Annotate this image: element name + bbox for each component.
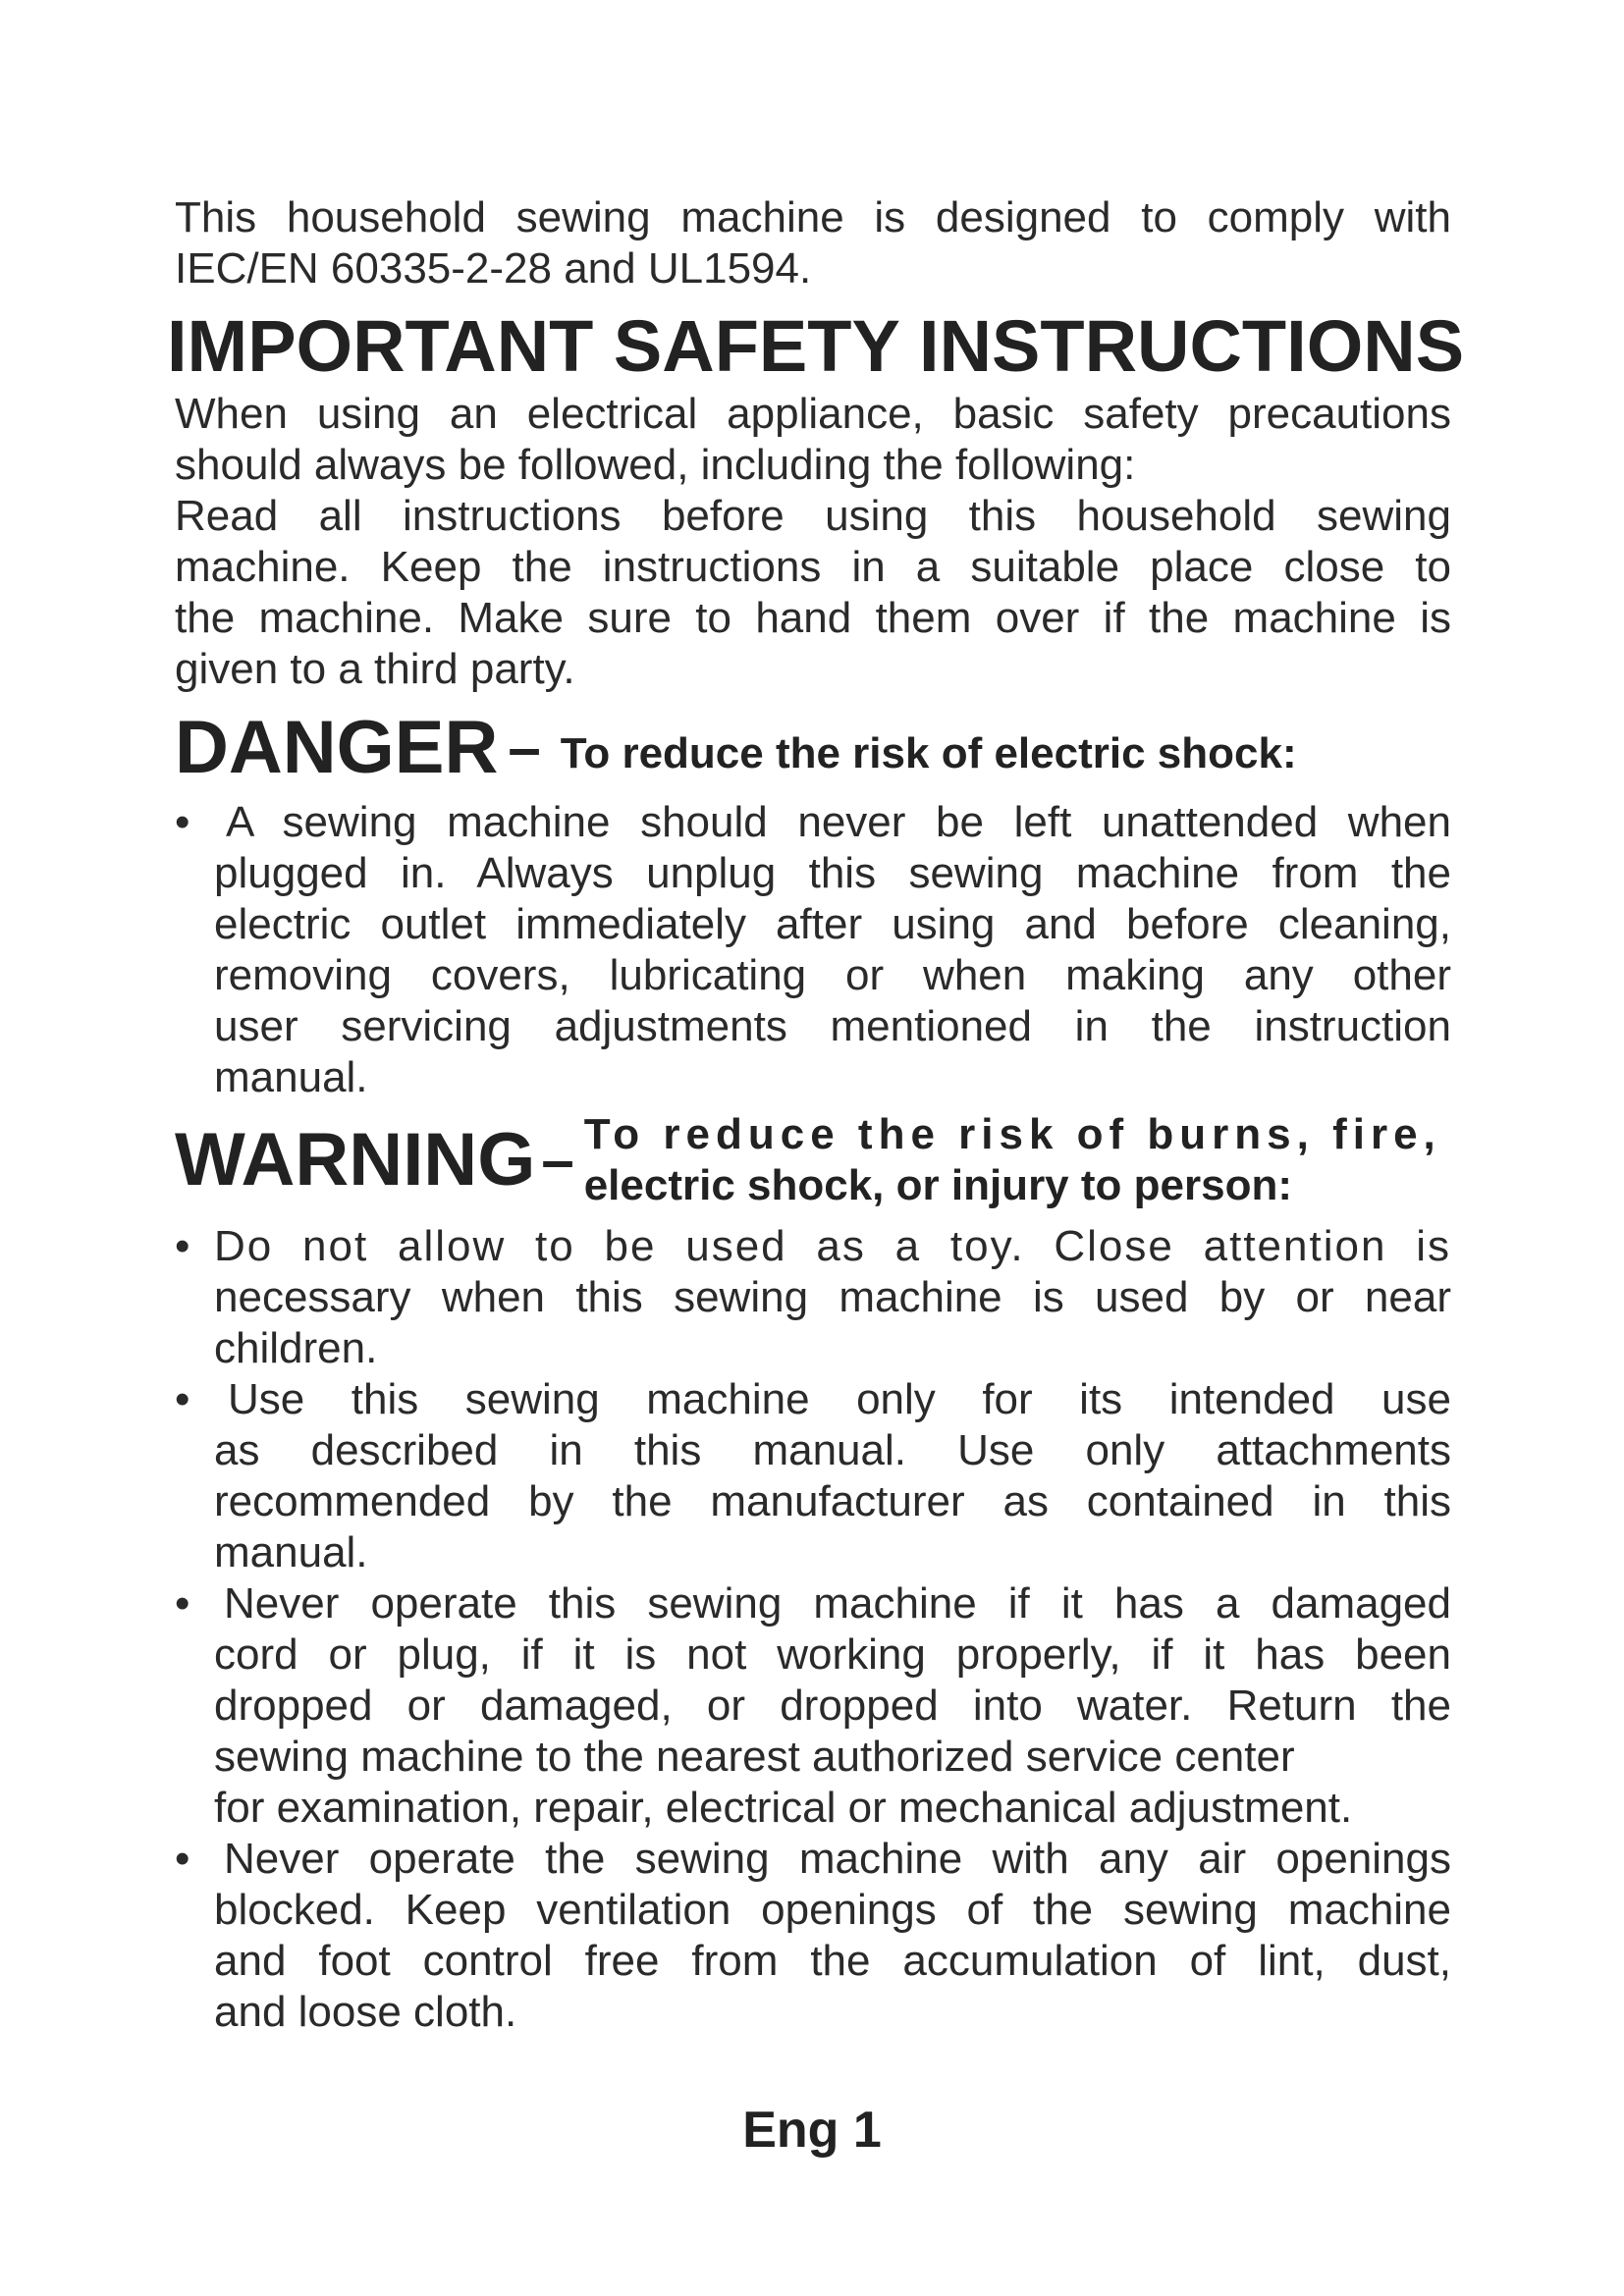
text-line: cord or plug, if it is not working properly, if it has been xyxy=(214,1630,1451,1679)
text-line: machine. Keep the instructions in a suitable place close to xyxy=(175,543,1451,591)
warning-subtitle-line: To reduce the risk of burns, fire, xyxy=(583,1110,1441,1158)
text-line: necessary when this sewing machine is used by or near xyxy=(214,1273,1451,1321)
text-line: IEC/EN 60335-2-28 and UL1594. xyxy=(175,244,812,293)
manual-page xyxy=(167,192,1465,2038)
text-line: This household sewing machine is designed to comply with xyxy=(175,193,1451,241)
text-line: removing covers, lubricating or when making any other xyxy=(214,951,1451,999)
page-number: Eng 1 xyxy=(742,2102,882,2159)
text-line: user servicing adjustments mentioned in the instruction xyxy=(214,1002,1451,1050)
text-line: sewing machine to the nearest authorized service center xyxy=(214,1733,1295,1781)
text-line: as described in this manual. Use only attachments xyxy=(214,1426,1451,1474)
text-line: the machine. Make sure to hand them over if the machine is xyxy=(175,594,1451,642)
list-item xyxy=(175,1374,1451,1578)
text-line: blocked. Keep ventilation openings of the sewing machine xyxy=(214,1886,1451,1934)
danger-word: DANGER xyxy=(175,706,499,789)
text-line: dropped or damaged, or dropped into water. Return the xyxy=(214,1682,1451,1730)
text-line: Read all instructions before using this household sewing xyxy=(175,492,1451,540)
bullet-icon: • xyxy=(175,1579,190,1628)
text-line: Use this sewing machine only for its intended use xyxy=(228,1375,1451,1423)
danger-subtitle: To reduce the risk of electric shock: xyxy=(560,729,1297,777)
text-line: manual. xyxy=(214,1528,368,1576)
list-item-text xyxy=(214,797,1451,1103)
text-line: given to a third party. xyxy=(175,645,575,693)
list-item xyxy=(175,1578,1451,1834)
danger-heading xyxy=(175,706,1451,789)
list-item xyxy=(175,1834,1451,2038)
warning-list xyxy=(175,1221,1451,2038)
bullet-icon: • xyxy=(175,1835,190,1883)
text-line: and loose cloth. xyxy=(214,1988,517,2036)
heading-dash: – xyxy=(541,1127,574,1193)
warning-word: WARNING xyxy=(175,1118,536,1201)
text-line: Never operate this sewing machine if it has a damaged xyxy=(224,1579,1451,1628)
text-line: manual. xyxy=(214,1053,368,1101)
bullet-icon: • xyxy=(175,1222,190,1270)
list-item xyxy=(175,797,1451,1103)
danger-list xyxy=(175,797,1451,1103)
bullet-icon: • xyxy=(175,798,190,846)
warning-heading xyxy=(175,1109,1451,1211)
bullet-icon: • xyxy=(175,1375,190,1423)
list-item-text xyxy=(214,1374,1451,1578)
text-line: children. xyxy=(214,1324,378,1372)
warning-subtitle-line: electric shock, or injury to person: xyxy=(583,1161,1292,1209)
text-line: Never operate the sewing machine with any air openings xyxy=(224,1835,1451,1883)
page-title: IMPORTANT SAFETY INSTRUCTIONS xyxy=(167,305,1465,387)
text-line: recommended by the manufacturer as contained in this xyxy=(214,1477,1451,1525)
text-line: and foot control free from the accumulation of lint, dust, xyxy=(214,1937,1451,1985)
text-line: plugged in. Always unplug this sewing machine from the xyxy=(214,849,1451,897)
list-item-text xyxy=(214,1221,1451,1374)
compliance-intro xyxy=(175,192,1451,294)
text-line: A sewing machine should never be left unattended when xyxy=(226,798,1451,846)
heading-dash: – xyxy=(508,715,541,780)
text-line: electric outlet immediately after using and before cleaning, xyxy=(214,900,1451,948)
text-line: for examination, repair, electrical or mechanical adjustment. xyxy=(214,1784,1353,1832)
text-line: should always be followed, including the following: xyxy=(175,441,1136,489)
text-line: Do not allow to be used as a toy. Close attention is xyxy=(214,1222,1451,1270)
warning-subtitle xyxy=(584,1109,1441,1211)
list-item-text xyxy=(214,1578,1451,1834)
preamble-paragraph xyxy=(175,389,1451,695)
text-line: When using an electrical appliance, basic safety precautions xyxy=(175,390,1451,438)
list-item xyxy=(175,1221,1451,1374)
list-item-text xyxy=(214,1834,1451,2038)
